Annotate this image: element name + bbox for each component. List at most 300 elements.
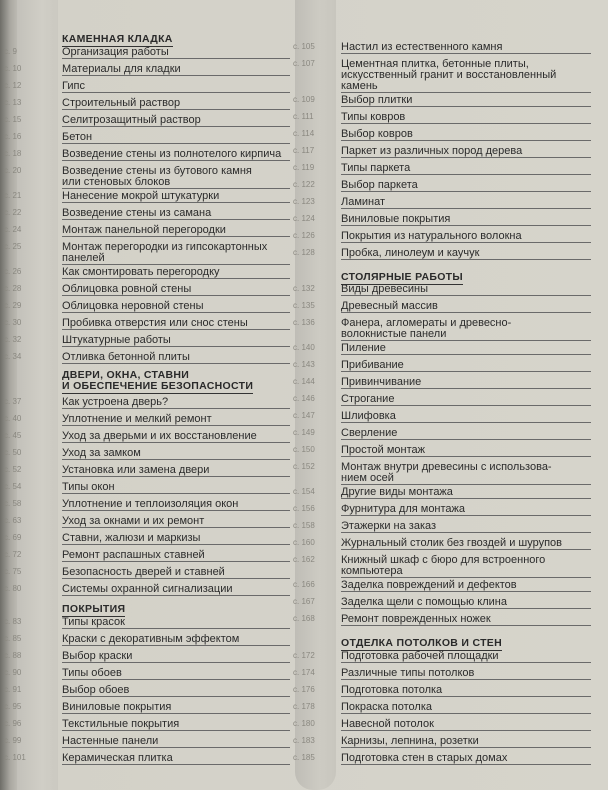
toc-entry[interactable]	[293, 613, 591, 628]
toc-entry-rule	[341, 191, 591, 192]
toc-page-number: с. 20	[4, 166, 22, 175]
toc-entry-rule	[62, 143, 290, 144]
toc-entry-title: Выбор краски	[62, 650, 133, 662]
toc-entry-title: Навесной потолок	[341, 718, 434, 730]
toc-entry-title: Выбор обоев	[62, 684, 130, 696]
toc-page-number: с. 126	[293, 231, 315, 240]
toc-page-number: с. 109	[293, 95, 315, 104]
toc-entry-rule	[341, 371, 591, 372]
toc-entry-rule	[62, 425, 290, 426]
toc-page-number: с. 75	[4, 567, 22, 576]
toc-entry-rule	[341, 713, 591, 714]
toc-page-number: с. 162	[293, 555, 315, 564]
toc-entry[interactable]	[4, 447, 290, 462]
toc-entry-title: Шлифовка	[341, 410, 396, 422]
toc-page-number: с. 174	[293, 668, 315, 677]
toc-entry[interactable]	[4, 46, 290, 61]
toc-entry[interactable]	[4, 148, 290, 163]
toc-entry[interactable]	[293, 179, 591, 194]
toc-entry-title: Цементная плитка, бетонные плиты,	[341, 58, 529, 70]
toc-page-number: с. 185	[293, 753, 315, 762]
toc-entry-title: Древесный массив	[341, 300, 438, 312]
section-heading-text: ОТДЕЛКА ПОТОЛКОВ И СТЕН	[341, 637, 502, 649]
toc-entry-title: Керамическая плитка	[62, 752, 173, 764]
toc-page-number: с. 58	[4, 499, 22, 508]
toc-entry[interactable]	[4, 566, 290, 581]
toc-entry[interactable]	[293, 94, 591, 109]
toc-entry-rule	[62, 58, 290, 59]
toc-entry-title: Текстильные покрытия	[62, 718, 180, 730]
toc-page-number: с. 160	[293, 538, 315, 547]
toc-entry-rule	[341, 312, 591, 313]
toc-entry-rule	[341, 625, 591, 626]
toc-entry[interactable]	[293, 58, 591, 92]
toc-page-number: с. 136	[293, 318, 315, 327]
toc-page-number: с. 90	[4, 668, 22, 677]
toc-entry[interactable]	[293, 283, 591, 298]
toc-entry-title: Фурнитура для монтажа	[341, 503, 466, 515]
toc-entry-rule	[341, 140, 591, 141]
toc-entry-rule	[341, 53, 591, 54]
toc-entry[interactable]	[293, 128, 591, 143]
toc-entry-rule	[62, 264, 290, 265]
toc-entry-rule	[62, 645, 290, 646]
toc-entry[interactable]	[293, 145, 591, 160]
toc-entry-rule	[62, 219, 290, 220]
toc-entry-title: Ремонт распашных ставней	[62, 549, 205, 561]
toc-entry-rule	[62, 595, 290, 596]
toc-page-number: с. 37	[4, 397, 22, 406]
toc-page-number: с. 180	[293, 719, 315, 728]
toc-page-number: с. 156	[293, 504, 315, 513]
toc-entry-title: Настил из естественного камня	[341, 41, 503, 53]
toc-entry-rule	[341, 679, 591, 680]
toc-entry[interactable]	[293, 230, 591, 245]
toc-entry-rule	[341, 515, 591, 516]
toc-entry-rule	[341, 456, 591, 457]
toc-entry[interactable]	[4, 684, 290, 699]
toc-page-number: с. 96	[4, 719, 22, 728]
toc-page-number: с. 50	[4, 448, 22, 457]
toc-entry-title: Виниловые покрытия	[62, 701, 172, 713]
toc-entry-rule	[62, 236, 290, 237]
toc-entry[interactable]	[4, 752, 290, 767]
toc-entry[interactable]	[4, 300, 290, 315]
toc-entry-rule	[341, 532, 591, 533]
toc-entry[interactable]	[4, 701, 290, 716]
toc-entry[interactable]	[4, 283, 290, 298]
toc-page-number: с. 176	[293, 685, 315, 694]
toc-page-number: с. 10	[4, 64, 22, 73]
toc-entry[interactable]	[293, 579, 591, 594]
toc-entry-rule	[341, 422, 591, 423]
toc-entry-title: Материалы для кладки	[62, 63, 181, 75]
toc-entry-rule	[62, 363, 290, 364]
toc-entry-title: Возведение стены из полнотелого кирпича	[62, 148, 282, 160]
toc-entry-rule	[62, 459, 290, 460]
toc-entry-title: Бетон	[62, 131, 93, 143]
toc-entry-title-continued: нием осей	[341, 472, 394, 484]
toc-entry[interactable]	[293, 718, 591, 733]
toc-page-number: с. 32	[4, 335, 22, 344]
toc-entry-title: Ламинат	[341, 196, 386, 208]
toc-page-number: с. 25	[4, 242, 22, 251]
toc-entry[interactable]	[4, 131, 290, 146]
toc-entry[interactable]	[4, 165, 290, 188]
toc-entry[interactable]	[4, 498, 290, 513]
toc-page-number: с. 105	[293, 42, 315, 51]
toc-entry-rule	[341, 388, 591, 389]
toc-entry-title: Как устроена дверь?	[62, 396, 169, 408]
toc-page-number: с. 99	[4, 736, 22, 745]
toc-entry-title: Системы охранной сигнализации	[62, 583, 233, 595]
toc-entry[interactable]	[293, 410, 591, 425]
toc-entry-title: Виды древесины	[341, 283, 428, 295]
toc-entry[interactable]	[4, 718, 290, 733]
toc-entry[interactable]	[4, 114, 290, 129]
toc-page-number: с. 13	[4, 98, 22, 107]
toc-entry-rule	[62, 188, 290, 189]
toc-page-number: с. 9	[4, 47, 17, 56]
toc-page-number: с. 183	[293, 736, 315, 745]
toc-entry-rule	[62, 510, 290, 511]
toc-entry-rule	[62, 160, 290, 161]
toc-entry-title: Книжный шкаф с бюро для встроенного	[341, 554, 546, 566]
toc-entry[interactable]	[293, 650, 591, 665]
toc-entry[interactable]	[293, 503, 591, 518]
toc-entry-rule	[341, 225, 591, 226]
toc-entry[interactable]	[4, 549, 290, 564]
section-heading-text: КАМЕННАЯ КЛАДКА	[62, 33, 173, 45]
toc-entry-title: Покрытия из натурального волокна	[341, 230, 522, 242]
toc-entry[interactable]	[293, 376, 591, 391]
toc-entry-title: Организация работы	[62, 46, 169, 58]
toc-entry-title: Подготовка рабочей площадки	[341, 650, 499, 662]
toc-page-number: с. 146	[293, 394, 315, 403]
toc-entry-title: Фанера, агломераты и древесно-	[341, 317, 512, 329]
toc-page-number: с. 172	[293, 651, 315, 660]
toc-entry-rule	[341, 242, 591, 243]
toc-entry-rule	[62, 696, 290, 697]
toc-entry-title: Облицовка неровной стены	[62, 300, 204, 312]
toc-entry-rule	[341, 123, 591, 124]
toc-entry[interactable]	[4, 351, 290, 366]
toc-entry[interactable]	[293, 461, 591, 484]
toc-entry[interactable]	[4, 190, 290, 205]
toc-page-number: с. 119	[293, 163, 315, 172]
toc-entry-rule	[62, 764, 290, 765]
toc-page-number: с. 107	[293, 59, 315, 68]
toc-entry-title: Настенные панели	[62, 735, 159, 747]
toc-entry-title: Ремонт поврежденных ножек	[341, 613, 491, 625]
toc-entry[interactable]	[293, 359, 591, 374]
toc-entry-title-continued: волокнистые панели	[341, 328, 447, 340]
toc-entry[interactable]	[293, 520, 591, 535]
toc-entry-title: Штукатурные работы	[62, 334, 171, 346]
toc-entry-title: Заделка щели с помощью клина	[341, 596, 507, 608]
toc-entry-title: Этажерки на заказ	[341, 520, 437, 532]
toc-entry-rule	[341, 354, 591, 355]
toc-entry-title: Сверление	[341, 427, 398, 439]
toc-entry-rule	[62, 561, 290, 562]
toc-page-number: с. 154	[293, 487, 315, 496]
toc-page-number: с. 26	[4, 267, 22, 276]
toc-page-number: с. 91	[4, 685, 22, 694]
toc-page-number: с. 34	[4, 352, 22, 361]
toc-page-number: с. 128	[293, 248, 315, 257]
toc-entry[interactable]	[293, 247, 591, 262]
toc-entry[interactable]	[293, 393, 591, 408]
toc-page-number: с. 54	[4, 482, 22, 491]
toc-page-number: с. 63	[4, 516, 22, 525]
toc-page-number: с. 72	[4, 550, 22, 559]
toc-page-number: с. 122	[293, 180, 315, 189]
toc-entry-title: Пробка, линолеум и каучук	[341, 247, 480, 259]
toc-entry-title: Карнизы, лепнина, розетки	[341, 735, 479, 747]
toc-entry-rule	[62, 202, 290, 203]
toc-entry-rule	[341, 157, 591, 158]
toc-entry-rule	[341, 549, 591, 550]
toc-entry-title: Заделка повреждений и дефектов	[341, 579, 517, 591]
toc-entry-rule	[62, 295, 290, 296]
toc-entry[interactable]	[293, 596, 591, 611]
toc-entry-title: Выбор паркета	[341, 179, 418, 191]
toc-page-number: с. 22	[4, 208, 22, 217]
toc-entry-title-continued: искусственный гранит и восстановленный	[341, 69, 557, 81]
toc-entry[interactable]	[4, 207, 290, 222]
toc-entry[interactable]	[4, 532, 290, 547]
toc-entry-rule	[341, 608, 591, 609]
toc-entry-rule	[341, 208, 591, 209]
toc-entry[interactable]	[4, 583, 290, 598]
toc-page-number: с. 88	[4, 651, 22, 660]
toc-entry-title: Возведение стены из самана	[62, 207, 212, 219]
toc-entry-rule	[62, 578, 290, 579]
toc-entry[interactable]	[4, 241, 290, 264]
toc-page-number: с. 21	[4, 191, 22, 200]
toc-entry-title: Выбор ковров	[341, 128, 413, 140]
toc-entry-title: Типы красок	[62, 616, 125, 628]
toc-entry[interactable]	[293, 196, 591, 211]
toc-entry-title: Пробивка отверстия или снос стены	[62, 317, 248, 329]
toc-entry-rule	[341, 106, 591, 107]
toc-entry-rule	[62, 109, 290, 110]
toc-entry[interactable]	[4, 266, 290, 281]
toc-entry-rule	[62, 346, 290, 347]
toc-entry-rule	[62, 628, 290, 629]
toc-entry-title: Покраска потолка	[341, 701, 433, 713]
toc-entry-title: Монтаж перегородки из гипсокартонных	[62, 241, 268, 253]
toc-entry[interactable]	[4, 735, 290, 750]
toc-entry[interactable]	[4, 317, 290, 332]
toc-entry-title: Типы ковров	[341, 111, 406, 123]
toc-entry-title: Другие виды монтажа	[341, 486, 453, 498]
toc-entry-title: Как смонтировать перегородку	[62, 266, 220, 278]
toc-entry-title: Пиление	[341, 342, 386, 354]
toc-page-number: с. 144	[293, 377, 315, 386]
toc-entry[interactable]	[293, 537, 591, 552]
toc-entry-rule	[341, 730, 591, 731]
toc-entry-title: Ставни, жалюзи и маркизы	[62, 532, 201, 544]
toc-entry-title: Облицовка ровной стены	[62, 283, 192, 295]
toc-page-number: с. 178	[293, 702, 315, 711]
toc-entry-rule	[62, 544, 290, 545]
toc-entry-rule	[62, 312, 290, 313]
toc-entry-title: Типы окон	[62, 481, 115, 493]
toc-page-number: с. 117	[293, 146, 315, 155]
toc-entry-rule	[62, 493, 290, 494]
toc-entry[interactable]	[293, 735, 591, 750]
toc-page-number: с. 45	[4, 431, 22, 440]
toc-entry-rule	[341, 439, 591, 440]
toc-page-number: с. 166	[293, 580, 315, 589]
toc-entry[interactable]	[293, 300, 591, 315]
toc-page-number: с. 85	[4, 634, 22, 643]
toc-entry-rule	[62, 442, 290, 443]
toc-entry-title: Монтаж панельной перегородки	[62, 224, 226, 236]
toc-entry-rule	[62, 527, 290, 528]
toc-page-number: с. 12	[4, 81, 22, 90]
toc-entry[interactable]	[4, 464, 290, 479]
toc-entry[interactable]	[293, 41, 591, 56]
toc-page-number: с. 29	[4, 301, 22, 310]
toc-page-number: с. 168	[293, 614, 315, 623]
toc-page-number: с. 132	[293, 284, 315, 293]
toc-page-number: с. 150	[293, 445, 315, 454]
toc-entry-title: Установка или замена двери	[62, 464, 210, 476]
toc-entry[interactable]	[293, 444, 591, 459]
toc-page-number: с. 143	[293, 360, 315, 369]
toc-entry[interactable]	[4, 650, 290, 665]
toc-entry[interactable]	[4, 430, 290, 445]
toc-page-number: с. 152	[293, 462, 315, 471]
toc-entry[interactable]	[293, 162, 591, 177]
toc-entry[interactable]	[293, 684, 591, 699]
toc-entry-rule	[341, 259, 591, 260]
toc-entry[interactable]	[4, 97, 290, 112]
toc-entry[interactable]	[293, 752, 591, 767]
toc-entry-title: Простой монтаж	[341, 444, 426, 456]
toc-page-number: с. 83	[4, 617, 22, 626]
toc-entry-title: Уплотнение и теплоизоляция окон	[62, 498, 239, 510]
section-rule	[62, 393, 253, 394]
toc-entry-rule	[341, 696, 591, 697]
toc-entry[interactable]	[293, 213, 591, 228]
toc-entry-rule	[62, 329, 290, 330]
toc-entry-title: Монтаж внутри древесины с использова-	[341, 461, 552, 473]
toc-entry-title: Подготовка потолка	[341, 684, 443, 696]
toc-entry-title: Безопасность дверей и ставней	[62, 566, 225, 578]
toc-entry[interactable]	[293, 317, 591, 340]
toc-entry[interactable]	[293, 342, 591, 357]
toc-entry-rule	[341, 591, 591, 592]
toc-entry-title: Привинчивание	[341, 376, 422, 388]
toc-page-number: с. 135	[293, 301, 315, 310]
toc-entry-title: Строительный раствор	[62, 97, 181, 109]
toc-page-number: с. 95	[4, 702, 22, 711]
toc-entry-rule	[341, 484, 591, 485]
toc-entry[interactable]	[4, 413, 290, 428]
toc-page-number: с. 147	[293, 411, 315, 420]
toc-page-number: с. 15	[4, 115, 22, 124]
toc-entry[interactable]	[4, 80, 290, 95]
section-heading-text-line2: И ОБЕСПЕЧЕНИЕ БЕЗОПАСНОСТИ	[62, 380, 254, 392]
toc-entry-title: Паркет из различных пород дерева	[341, 145, 523, 157]
toc-page-number: с. 24	[4, 225, 22, 234]
toc-entry[interactable]	[4, 667, 290, 682]
toc-entry-rule	[62, 679, 290, 680]
toc-page-number: с. 30	[4, 318, 22, 327]
toc-entry-rule	[62, 713, 290, 714]
toc-entry-title: Уплотнение и мелкий ремонт	[62, 413, 212, 425]
toc-entry-title-continued: панелей	[62, 252, 105, 264]
toc-entry[interactable]	[293, 667, 591, 682]
toc-page-number: с. 149	[293, 428, 315, 437]
toc-entry[interactable]	[4, 224, 290, 239]
toc-entry-title: Различные типы потолков	[341, 667, 475, 679]
toc-entry[interactable]	[4, 63, 290, 78]
toc-entry[interactable]	[293, 111, 591, 126]
toc-entry-title: Подготовка стен в старых домах	[341, 752, 508, 764]
toc-page-number: с. 101	[4, 753, 26, 762]
toc-entry-title: Возведение стены из бутового камня	[62, 165, 252, 177]
toc-entry-rule	[341, 747, 591, 748]
toc-entry-rule	[62, 662, 290, 663]
toc-entry-title: Прибивание	[341, 359, 404, 371]
toc-entry-title: Уход за дверьми и их восстановление	[62, 430, 257, 442]
toc-entry-rule	[341, 405, 591, 406]
toc-page-number: с. 140	[293, 343, 315, 352]
toc-entry[interactable]	[293, 486, 591, 501]
toc-entry-title: Выбор плитки	[341, 94, 413, 106]
toc-entry-title-continued: камень	[341, 80, 378, 92]
toc-entry-title: Уход за окнами и их ремонт	[62, 515, 205, 527]
toc-page-number: с. 69	[4, 533, 22, 542]
toc-page-number: с. 114	[293, 129, 315, 138]
toc-entry-rule	[341, 174, 591, 175]
toc-entry-title: Виниловые покрытия	[341, 213, 451, 225]
toc-entry-rule	[341, 295, 591, 296]
toc-entry-rule	[341, 764, 591, 765]
toc-entry-rule	[341, 340, 591, 341]
section-heading	[62, 370, 253, 394]
toc-entry-rule	[62, 278, 290, 279]
toc-page-number: с. 111	[293, 112, 314, 121]
toc-entry[interactable]	[293, 427, 591, 442]
toc-entry[interactable]	[4, 396, 290, 411]
toc-entry[interactable]	[4, 515, 290, 530]
toc-entry-rule	[341, 662, 591, 663]
toc-page-number: с. 167	[293, 597, 315, 606]
toc-page-number: с. 40	[4, 414, 22, 423]
toc-entry-title: Нанесение мокрой штукатурки	[62, 190, 220, 202]
toc-entry-rule	[341, 498, 591, 499]
toc-entry-title: Строгание	[341, 393, 395, 405]
toc-entry[interactable]	[4, 481, 290, 496]
toc-entry[interactable]	[293, 701, 591, 716]
section-heading-text: ПОКРЫТИЯ	[62, 603, 126, 615]
toc-entry-title: Гипс	[62, 80, 85, 92]
toc-entry-rule	[62, 730, 290, 731]
toc-entry-title: Уход за замком	[62, 447, 141, 459]
toc-entry[interactable]	[293, 554, 591, 577]
toc-entry[interactable]	[4, 633, 290, 648]
toc-entry[interactable]	[4, 616, 290, 631]
toc-entry-rule	[62, 92, 290, 93]
toc-entry-rule	[62, 408, 290, 409]
toc-entry[interactable]	[4, 334, 290, 349]
toc-entry-title: Отливка бетонной плиты	[62, 351, 190, 363]
